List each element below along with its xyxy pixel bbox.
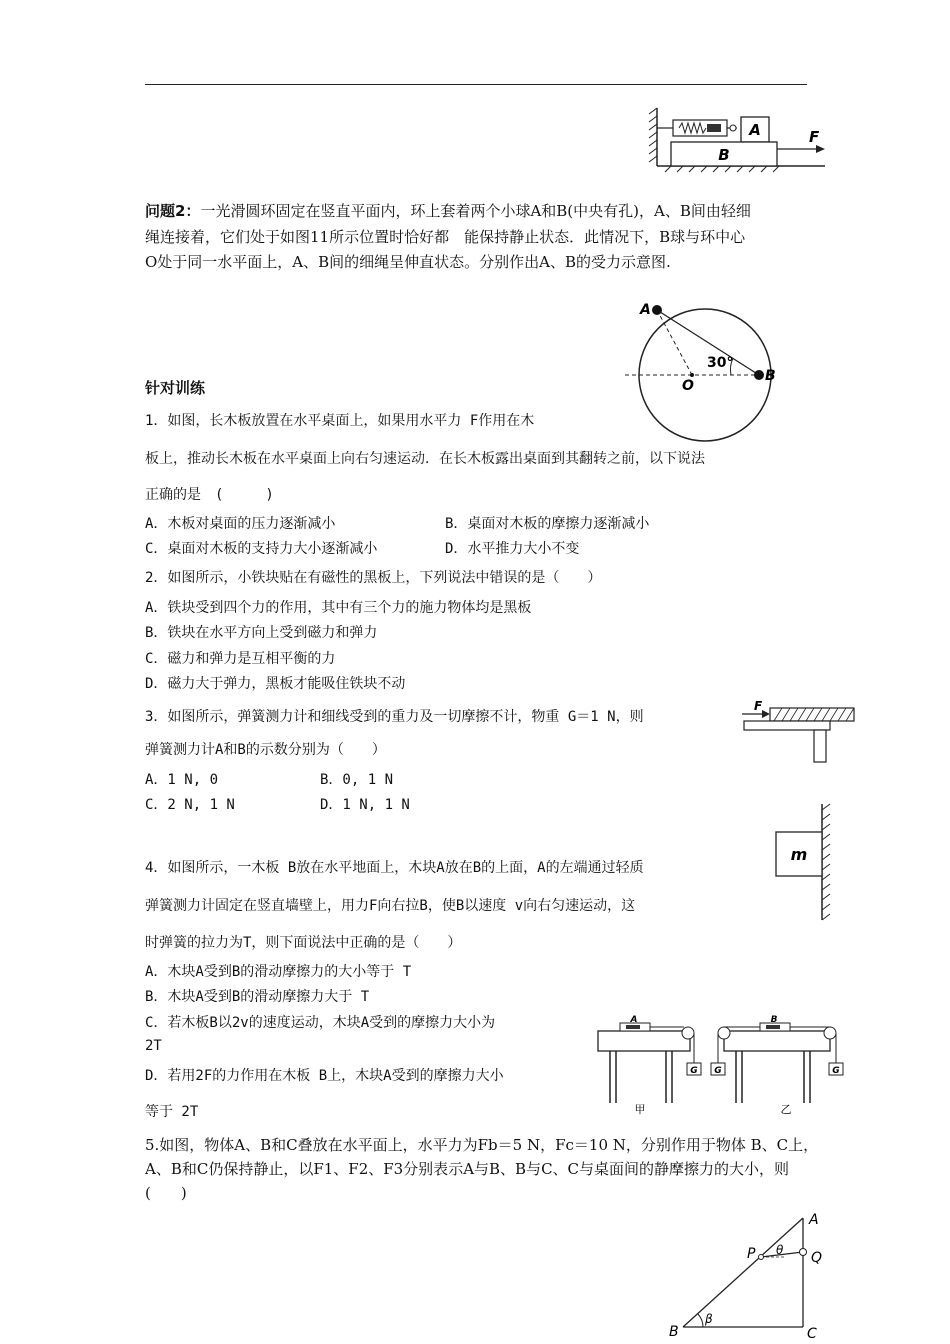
label-tri-theta: θ [776, 1243, 784, 1257]
figure-spring-blocks [645, 104, 845, 174]
q2-option-b: B．铁块在水平方向上受到磁力和弹力 [145, 625, 378, 641]
label-angle: 30° [707, 355, 734, 371]
q1-option-d: D．水平推力大小不变 [445, 541, 580, 557]
q2-option-c: C．磁力和弹力是互相平衡的力 [145, 651, 336, 667]
problem2-line2: 绳连接着，它们处于如图11所示位置时恰好都 能保持静止状态．此情况下，B球与环中心 [145, 228, 746, 246]
q3-option-c: C．2 N, 1 N [145, 797, 235, 813]
label-force-f2: F [754, 699, 763, 713]
q1-stem-line1: 1．如图，长木板放置在水平桌面上，如果用水平力 F作用在木 [145, 413, 535, 429]
q3-option-a: A．1 N, 0 [145, 772, 219, 788]
label-pulley-b: B [770, 1015, 778, 1025]
q3-option-d: D．1 N, 1 N [320, 797, 410, 813]
q4-option-a: A．木块A受到B的滑动摩擦力的大小等于 T [145, 964, 412, 980]
label-weight-g2: G [714, 1066, 722, 1076]
q2-stem: 2．如图所示，小铁块贴在有磁性的黑板上，下列说法中错误的是（ ） [145, 570, 602, 586]
label-tri-b: B [669, 1324, 679, 1340]
caption-jia: 甲 [634, 1103, 646, 1116]
q3-stem-line1: 3．如图所示，弹簧测力计和细线受到的重力及一切摩擦不计，物重 G＝1 N，则 [145, 709, 644, 725]
label-tri-q: Q [811, 1250, 823, 1266]
q4-option-d-line2: 等于 2T [145, 1104, 199, 1120]
problem2-line1 [145, 201, 751, 221]
section-title: 针对训练 [145, 379, 206, 397]
q5-line2: A、B和C仍保持静止，以F1、F2、F3分别表示A与B、B与C、C与桌面间的静摩擦力的大小，则 [145, 1160, 790, 1178]
label-weight-g1: G [690, 1066, 698, 1076]
q4-option-c-line1: C．若木板B以2v的速度运动，木块A受到的摩擦力大小为 [145, 1015, 496, 1031]
figure-block-wall [770, 800, 840, 925]
q3-option-b: B．0, 1 N [320, 772, 394, 788]
q1-option-a: A．木板对桌面的压力逐渐减小 [145, 516, 336, 532]
problem2-line3: O处于同一水平面上，A、B间的细绳呈伸直状态。分别作出A、B的受力示意图. [145, 253, 671, 271]
label-tri-c: C [807, 1326, 817, 1342]
q4-stem-line3: 时弹簧的拉力为T，则下面说法中正确的是（ ） [145, 935, 462, 951]
q4-stem-line1: 4．如图所示，一木板 B放在水平地面上，木块A放在B的上面，A的左端通过轻质 [145, 860, 644, 876]
label-tri-beta: β [705, 1312, 713, 1326]
header-rule [145, 84, 807, 85]
q4-option-c-line2: 2T [145, 1038, 162, 1054]
q1-stem-line2: 板上，推动长木板在水平桌面上向右匀速运动．在长木板露出桌面到其翻转之前，以下说法 [145, 451, 705, 467]
label-block-b: B [718, 146, 730, 164]
q2-option-a: A．铁块受到四个力的作用，其中有三个力的施力物体均是黑板 [145, 600, 532, 616]
problem2-label: 问题2： [145, 202, 201, 220]
label-weight-g3: G [832, 1066, 840, 1076]
figure-triangle [665, 1210, 840, 1340]
problem2-text1: 一光滑圆环固定在竖直平面内，环上套着两个小球A和B(中央有孔)，A、B间由轻细 [200, 202, 751, 220]
q4-option-d-line1: D．若用2F的力作用在木板 B上，木块A受到的摩擦力大小 [145, 1068, 504, 1084]
q4-option-b: B．木块A受到B的滑动摩擦力大于 T [145, 989, 370, 1005]
q5-line1: 5.如图，物体A、B和C叠放在水平面上，水平力为Fb＝5 N，Fc＝10 N，分别作用于物体 B、C上， [145, 1136, 819, 1154]
figure-pulleys [590, 1015, 855, 1115]
pulley-setup-left [598, 1015, 701, 1116]
label-point-a: A [640, 302, 651, 318]
label-block-a: A [749, 121, 761, 139]
q1-option-b: B．桌面对木板的摩擦力逐渐减小 [445, 516, 650, 532]
label-point-b: B [765, 368, 776, 384]
q3-stem-line2: 弹簧测力计A和B的示数分别为（ ） [145, 742, 386, 758]
label-force-f: F [809, 128, 820, 146]
q4-stem-line2: 弹簧测力计固定在竖直墙壁上，用力F向右拉B，使B以速度 v向右匀速运动，这 [145, 898, 636, 914]
label-tri-p: P [747, 1246, 756, 1262]
pulley-setup-right [711, 1015, 843, 1116]
label-mass-m: m [790, 845, 808, 864]
caption-yi: 乙 [780, 1103, 792, 1116]
q1-option-c: C．桌面对木板的支持力大小逐渐减小 [145, 541, 378, 557]
label-center-o: O [682, 378, 694, 394]
q2-option-d: D．磁力大于弹力，黑板才能吸住铁块不动 [145, 676, 406, 692]
label-tri-a: A [809, 1212, 819, 1228]
q1-stem-line3: 正确的是 ( ) [145, 487, 274, 503]
figure-board-table [740, 700, 860, 765]
label-pulley-a: A [630, 1015, 638, 1025]
q5-line3: ( ) [145, 1184, 187, 1202]
